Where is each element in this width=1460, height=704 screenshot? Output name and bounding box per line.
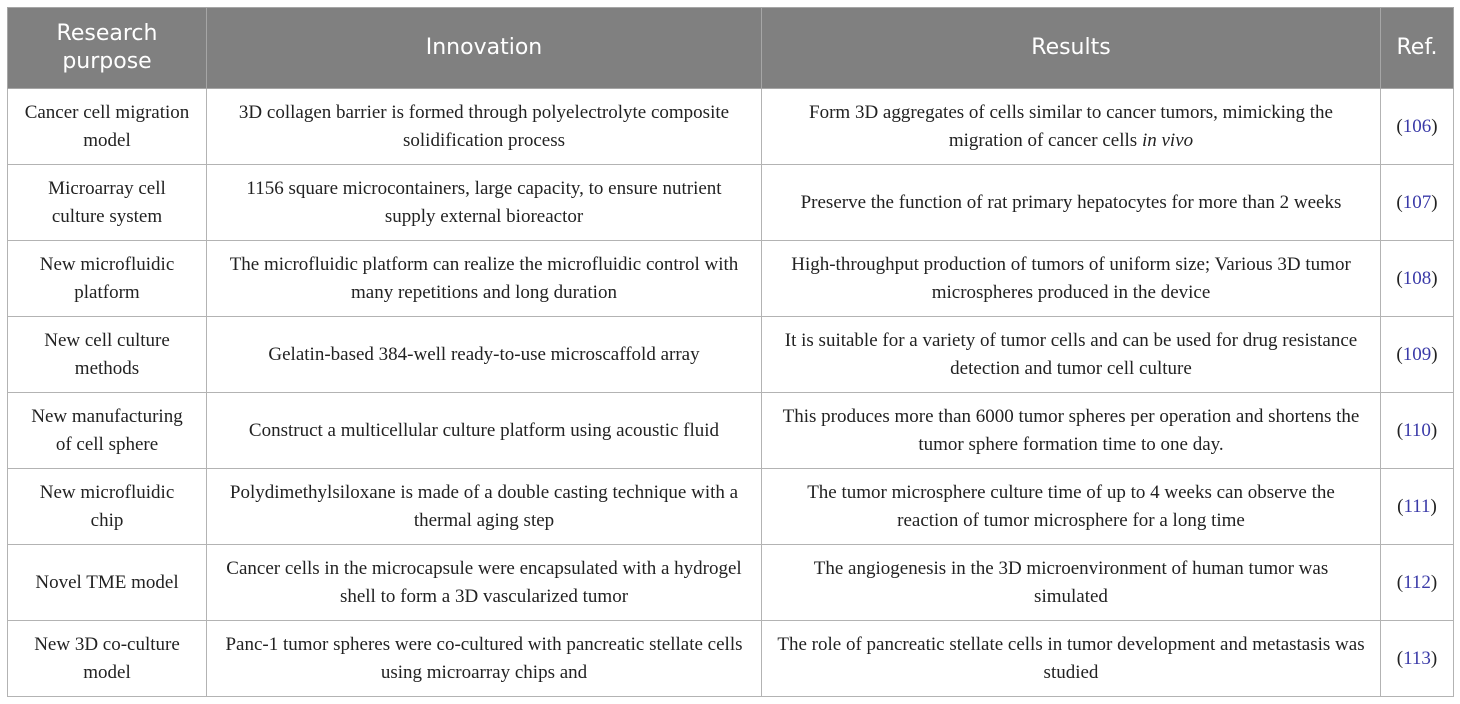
results-text: Form 3D aggregates of cells similar to cancer tumors, mimicking the migration of cancer cells: [809, 101, 1333, 151]
table-body: [8, 89, 1454, 697]
table-header: [8, 8, 1454, 89]
ref-open-paren: (: [1396, 115, 1403, 137]
innovation-cell: The microfluidic platform can realize the microfluidic control with many repetitions and long duration: [207, 241, 762, 317]
table-row: [8, 241, 1454, 317]
ref-cell: [1381, 317, 1454, 393]
ref-cell: [1381, 89, 1454, 165]
purpose-cell: New microfluidic chip: [8, 469, 207, 545]
ref-close-paren: ): [1431, 191, 1438, 213]
results-text: High-throughput production of tumors of uniform size; Various 3D tumor microspheres produced in the device: [791, 253, 1351, 303]
purpose-cell: Microarray cell culture system: [8, 165, 207, 241]
results-text: This produces more than 6000 tumor spheres per operation and shortens the tumor sphere formation time to one day.: [782, 405, 1360, 455]
purpose-cell: Cancer cell migration model: [8, 89, 207, 165]
ref-cell: [1381, 241, 1454, 317]
ref-cell: [1381, 469, 1454, 545]
results-cell: [762, 469, 1381, 545]
ref-close-paren: ): [1430, 571, 1438, 593]
innovation-cell: Construct a multicellular culture platform using acoustic fluid: [207, 393, 762, 469]
ref-open-paren: (: [1396, 647, 1404, 669]
ref-link[interactable]: 110: [1403, 419, 1431, 441]
header-row: [8, 8, 1454, 89]
ref-close-paren: ): [1431, 343, 1438, 365]
innovation-cell: Panc-1 tumor spheres were co-cultured with pancreatic stellate cells using microarray chips and: [207, 621, 762, 697]
purpose-cell: New microfluidic platform: [8, 241, 207, 317]
results-cell: [762, 317, 1381, 393]
results-text: It is suitable for a variety of tumor cells and can be used for drug resistance detection and tumor cell culture: [784, 329, 1358, 379]
ref-open-paren: (: [1396, 419, 1404, 441]
ref-link[interactable]: 106: [1402, 115, 1432, 137]
ref-open-paren: (: [1396, 267, 1403, 289]
purpose-cell: New cell culture methods: [8, 317, 207, 393]
ref-close-paren: ): [1431, 115, 1438, 137]
innovation-cell: Gelatin-based 384-well ready-to-use microscaffold array: [207, 317, 762, 393]
header-results: Results: [762, 8, 1381, 89]
ref-close-paren: ): [1430, 495, 1437, 517]
table-row: [8, 89, 1454, 165]
header-research-purpose: Research purpose: [8, 8, 207, 89]
table-row: [8, 621, 1454, 697]
ref-open-paren: (: [1396, 343, 1403, 365]
table-row: [8, 545, 1454, 621]
results-text: The tumor microsphere culture time of up to 4 weeks can observe the reaction of tumor microsphere for a long time: [807, 481, 1335, 531]
ref-link[interactable]: 113: [1403, 647, 1431, 669]
table-row: [8, 165, 1454, 241]
table-row: [8, 393, 1454, 469]
ref-close-paren: ): [1430, 647, 1438, 669]
header-ref: Ref.: [1381, 8, 1454, 89]
results-italic-text: in vivo: [1141, 129, 1194, 151]
results-text: The role of pancreatic stellate cells in tumor development and metastasis was studied: [777, 633, 1365, 683]
purpose-cell: Novel TME model: [8, 545, 207, 621]
research-table-container: [7, 7, 1453, 697]
purpose-cell: New 3D co-culture model: [8, 621, 207, 697]
ref-open-paren: (: [1397, 495, 1404, 517]
ref-open-paren: (: [1396, 571, 1404, 593]
ref-link[interactable]: 111: [1403, 495, 1431, 517]
header-innovation: Innovation: [207, 8, 762, 89]
table-row: [8, 317, 1454, 393]
ref-open-paren: (: [1396, 191, 1403, 213]
ref-link[interactable]: 112: [1403, 571, 1431, 593]
innovation-cell: 1156 square microcontainers, large capacity, to ensure nutrient supply external bioreactor: [207, 165, 762, 241]
ref-close-paren: ): [1431, 267, 1438, 289]
innovation-cell: Cancer cells in the microcapsule were encapsulated with a hydrogel shell to form a 3D vascularized tumor: [207, 545, 762, 621]
results-cell: [762, 89, 1381, 165]
research-table: [7, 7, 1454, 697]
ref-link[interactable]: 107: [1402, 191, 1432, 213]
ref-close-paren: ): [1430, 419, 1438, 441]
results-cell: [762, 165, 1381, 241]
ref-cell: [1381, 545, 1454, 621]
ref-cell: [1381, 621, 1454, 697]
results-cell: [762, 545, 1381, 621]
ref-cell: [1381, 393, 1454, 469]
ref-link[interactable]: 109: [1402, 343, 1432, 365]
ref-link[interactable]: 108: [1402, 267, 1432, 289]
table-row: [8, 469, 1454, 545]
results-text: The angiogenesis in the 3D microenvironment of human tumor was simulated: [813, 557, 1329, 607]
innovation-cell: 3D collagen barrier is formed through polyelectrolyte composite solidification process: [207, 89, 762, 165]
results-cell: [762, 241, 1381, 317]
results-cell: [762, 621, 1381, 697]
ref-cell: [1381, 165, 1454, 241]
results-cell: [762, 393, 1381, 469]
innovation-cell: Polydimethylsiloxane is made of a double casting technique with a thermal aging step: [207, 469, 762, 545]
results-text: Preserve the function of rat primary hepatocytes for more than 2 weeks: [800, 191, 1342, 213]
purpose-cell: New manufacturing of cell sphere: [8, 393, 207, 469]
